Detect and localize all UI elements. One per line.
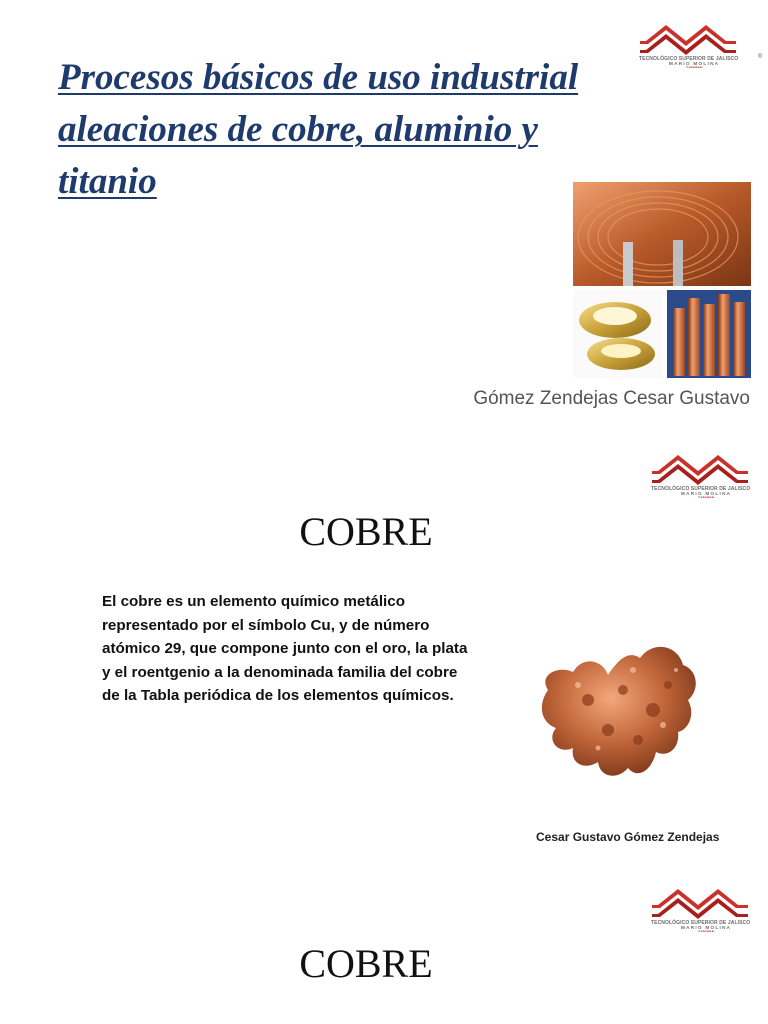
image-caption: Cesar Gustavo Gómez Zendejas [536,830,720,844]
copper-nugget-image [528,630,706,795]
svg-text:ZAPOPAN: ZAPOPAN [698,496,715,498]
svg-text:TECNOLÓGICO SUPERIOR DE JALISC: TECNOLÓGICO SUPERIOR DE JALISCO [651,486,751,492]
svg-text:MARIO MOLINA: MARIO MOLINA [681,491,732,496]
section-heading: COBRE [299,509,433,554]
section-paragraph: El cobre es un elemento químico metálico representado por el símbolo Cu, y de número atómico 29, que compone junto con el oro, la plata y el roentgenio a la denominada familia del cobre de la Tabla periódica de los elementos químicos. [102,593,468,704]
institution-logo [648,884,768,932]
svg-text:MARIO MOLINA: MARIO MOLINA [669,61,720,66]
svg-text:ZAPOPAN: ZAPOPAN [698,930,715,932]
document-title: Procesos básicos de uso industrial aleaciones de cobre, aluminio y titanio [58,57,579,202]
svg-text:TECNOLÓGICO SUPERIOR DE JALISC: TECNOLÓGICO SUPERIOR DE JALISCO [651,920,751,926]
author-name: Gómez Zendejas Cesar Gustavo [473,388,750,409]
institution-logo [636,20,766,68]
svg-text:®: ® [758,54,763,60]
institution-logo [648,450,768,498]
svg-text:TECNOLÓGICO SUPERIOR DE JALISC: TECNOLÓGICO SUPERIOR DE JALISCO [639,56,739,62]
copper-products-collage [573,182,751,378]
section-heading: COBRE [299,941,433,986]
svg-text:ZAPOPAN: ZAPOPAN [686,66,703,68]
svg-text:MARIO MOLINA: MARIO MOLINA [681,925,732,930]
